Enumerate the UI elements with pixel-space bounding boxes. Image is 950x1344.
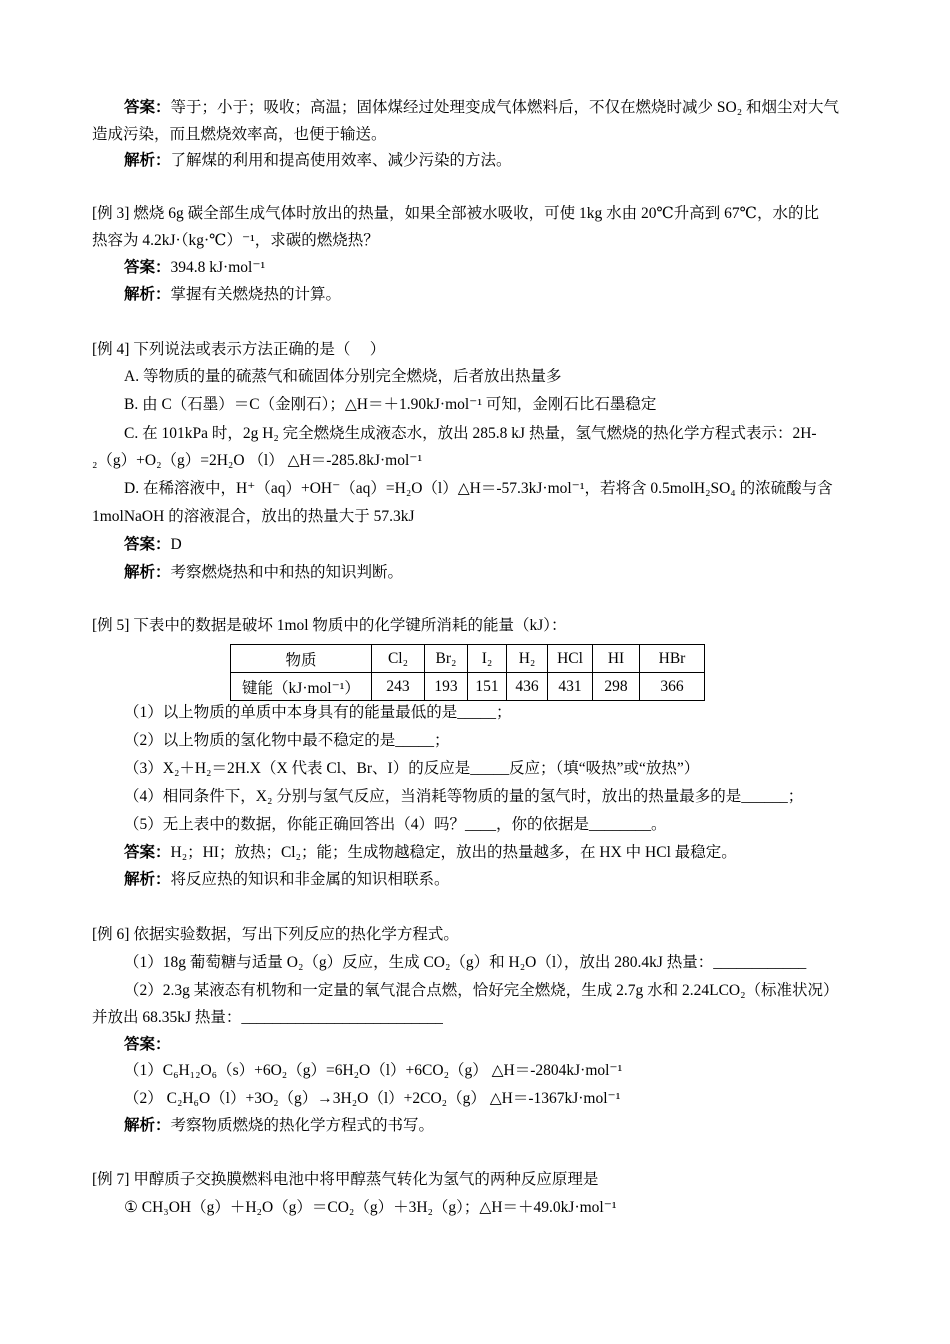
text-line <box>124 731 450 751</box>
line-text: D. 在稀溶液中，H⁺（aq）+OH⁻（aq）=H₂O（l）△H＝-57.3kJ·mol⁻¹，若将含 0.5molH₂SO₄ 的浓硫酸与含 <box>124 480 833 497</box>
line-text: （5）无上表中的数据，你能正确回答出（4）吗？____，你的依据是________。 <box>124 816 667 833</box>
text-line <box>124 843 737 863</box>
bond-energy-table <box>230 644 705 701</box>
table-cell: I₂ <box>468 645 507 673</box>
line-text: B. 由 C（石墨）＝C（金刚石）；△H＝＋1.90kJ·mol⁻¹ 可知，金刚石比石墨稳定 <box>124 396 657 413</box>
text-line <box>124 870 450 890</box>
text-line <box>124 258 265 278</box>
text-line <box>124 787 803 807</box>
text-line <box>124 1035 171 1055</box>
table-cell: HCl <box>548 645 593 673</box>
line-text: 并放出 68.35kJ 热量：__________________________ <box>92 1009 443 1026</box>
text-line <box>124 367 561 387</box>
table-cell: 298 <box>593 673 640 701</box>
line-text: （1）C₆H₁₂O₆（s）+6O₂（g）=6H₂O（l）+6CO₂（g） △H＝-2804kJ·mol⁻¹ <box>124 1062 623 1079</box>
text-line <box>124 1089 620 1109</box>
text-line <box>124 285 341 305</box>
line-text: ① CH₃OH（g）＋H₂O（g）＝CO₂（g）＋3H₂（g）；△H＝＋49.0kJ·mol⁻¹ <box>124 1199 617 1216</box>
table-row <box>231 673 705 701</box>
line-text: 1molNaOH 的溶液混合，放出的热量大于 57.3kJ <box>92 508 415 525</box>
line-label: 解析： <box>124 286 171 303</box>
text-line <box>124 1061 622 1081</box>
line-label: 答案： <box>124 99 171 116</box>
line-label: 解析： <box>124 871 171 888</box>
line-text: （4）相同条件下，X₂ 分别与氢气反应，当消耗等物质的量的氢气时，放出的热量最多的是______； <box>124 788 804 805</box>
text-line <box>92 451 422 471</box>
table-cell: HI <box>593 645 640 673</box>
table-cell: 431 <box>548 673 593 701</box>
text-line <box>124 98 839 118</box>
line-text: [例 6] 依据实验数据，写出下列反应的热化学方程式。 <box>92 926 459 943</box>
table-cell: 436 <box>507 673 548 701</box>
text-line <box>92 125 387 145</box>
line-text: 考察燃烧热和中和热的知识判断。 <box>170 564 404 581</box>
line-text: （2）以上物质的氢化物中最不稳定的是_____； <box>124 732 450 749</box>
text-line <box>92 1170 598 1190</box>
line-text: H₂；HI；放热；Cl₂；能；生成物越稳定，放出的热量越多，在 HX 中 HCl 最稳定。 <box>170 844 737 861</box>
line-text: 掌握有关燃烧热的计算。 <box>170 286 342 303</box>
line-text: 394.8 kJ·mol⁻¹ <box>170 259 266 276</box>
line-text: [例 5] 下表中的数据是破坏 1mol 物质中的化学键所消耗的能量（kJ）： <box>92 617 567 634</box>
line-label: 解析： <box>124 564 171 581</box>
line-text: 考察物质燃烧的热化学方程式的书写。 <box>170 1117 435 1134</box>
line-text: （1）以上物质的单质中本身具有的能量最低的是_____； <box>124 704 512 721</box>
text-line <box>92 204 819 224</box>
line-label: 答案： <box>124 844 171 861</box>
line-text: [例 3] 燃烧 6g 碳全部生成气体时放出的热量，如果全部被水吸收，可使 1kg 水由 20℃升高到 67℃，水的比 <box>92 205 820 222</box>
text-line <box>92 231 379 251</box>
text-line <box>92 507 414 527</box>
text-line <box>124 759 699 779</box>
line-label: 答案： <box>124 259 171 276</box>
table-cell: H₂ <box>507 645 548 673</box>
table-cell: 151 <box>468 673 507 701</box>
line-text: D <box>170 536 182 553</box>
line-label: 答案： <box>124 536 171 553</box>
text-line <box>124 1198 617 1218</box>
line-text: C. 在 101kPa 时，2g H₂ 完全燃烧生成液态水，放出 285.8 kJ 热量，氢气燃烧的热化学方程式表示：2H- <box>124 425 817 442</box>
table-cell: Br₂ <box>425 645 468 673</box>
line-text: （3）X₂＋H₂＝2H.X（X 代表 Cl、Br、I）的反应是_____反应；（填“吸热”或“放热”） <box>124 760 700 777</box>
table-cell: Cl₂ <box>372 645 425 673</box>
table-header-row <box>231 645 705 673</box>
text-line <box>124 703 512 723</box>
line-text: [例 7] 甲醇质子交换膜燃料电池中将甲醇蒸气转化为氢气的两种反应原理是 <box>92 1171 599 1188</box>
line-text: 造成污染，而且燃烧效率高，也便于输送。 <box>92 126 387 143</box>
text-line <box>124 981 839 1001</box>
text-line <box>124 395 656 415</box>
text-line <box>124 563 403 583</box>
text-line <box>124 479 833 499</box>
table-cell: HBr <box>640 645 705 673</box>
text-line <box>92 925 459 945</box>
table-cell: 键能（kJ·mol⁻¹） <box>231 673 372 701</box>
line-text: （2）2.3g 某液态有机物和一定量的氧气混合点燃，恰好完全燃烧，生成 2.7g 水和 2.24LCO₂（标准状况） <box>124 982 839 999</box>
text-line <box>92 340 385 360</box>
text-line <box>124 953 806 973</box>
text-line <box>124 535 182 555</box>
line-text: A. 等物质的量的硫蒸气和硫固体分别完全燃烧，后者放出热量多 <box>124 368 562 385</box>
line-label: 解析： <box>124 152 171 169</box>
line-text: 热容为 4.2kJ·（kg·℃）⁻¹，求碳的燃烧热？ <box>92 232 379 249</box>
text-line <box>124 815 667 835</box>
table-cell: 193 <box>425 673 468 701</box>
line-text: ₂（g）+O₂（g）=2H₂O （l） △H＝-285.8kJ·mol⁻¹ <box>92 452 423 469</box>
line-text: [例 4] 下列说法或表示方法正确的是（ ） <box>92 341 386 358</box>
text-line <box>92 1008 443 1028</box>
line-text: 将反应热的知识和非金属的知识相联系。 <box>170 871 450 888</box>
line-text: （2） C₂H₆O（l）+3O₂（g）→3H₂O（l）+2CO₂（g） △H＝-1367kJ·mol⁻¹ <box>124 1090 621 1107</box>
table-cell: 物质 <box>231 645 372 673</box>
text-line <box>124 424 817 444</box>
text-line <box>92 616 566 636</box>
text-line <box>124 151 512 171</box>
line-label: 解析： <box>124 1117 171 1134</box>
line-text: 等于；小于；吸收；高温；固体煤经过处理变成气体燃料后，不仅在燃烧时减少 SO₂ 和烟尘对大气 <box>170 99 839 116</box>
line-text: 了解煤的利用和提高使用效率、减少污染的方法。 <box>170 152 512 169</box>
line-label: 答案： <box>124 1036 171 1053</box>
table-cell: 243 <box>372 673 425 701</box>
table-cell: 366 <box>640 673 705 701</box>
text-line <box>124 1116 434 1136</box>
line-text: （1）18g 葡萄糖与适量 O₂（g）反应，生成 CO₂（g）和 H₂O（l），放出 280.4kJ 热量：____________ <box>124 954 807 971</box>
